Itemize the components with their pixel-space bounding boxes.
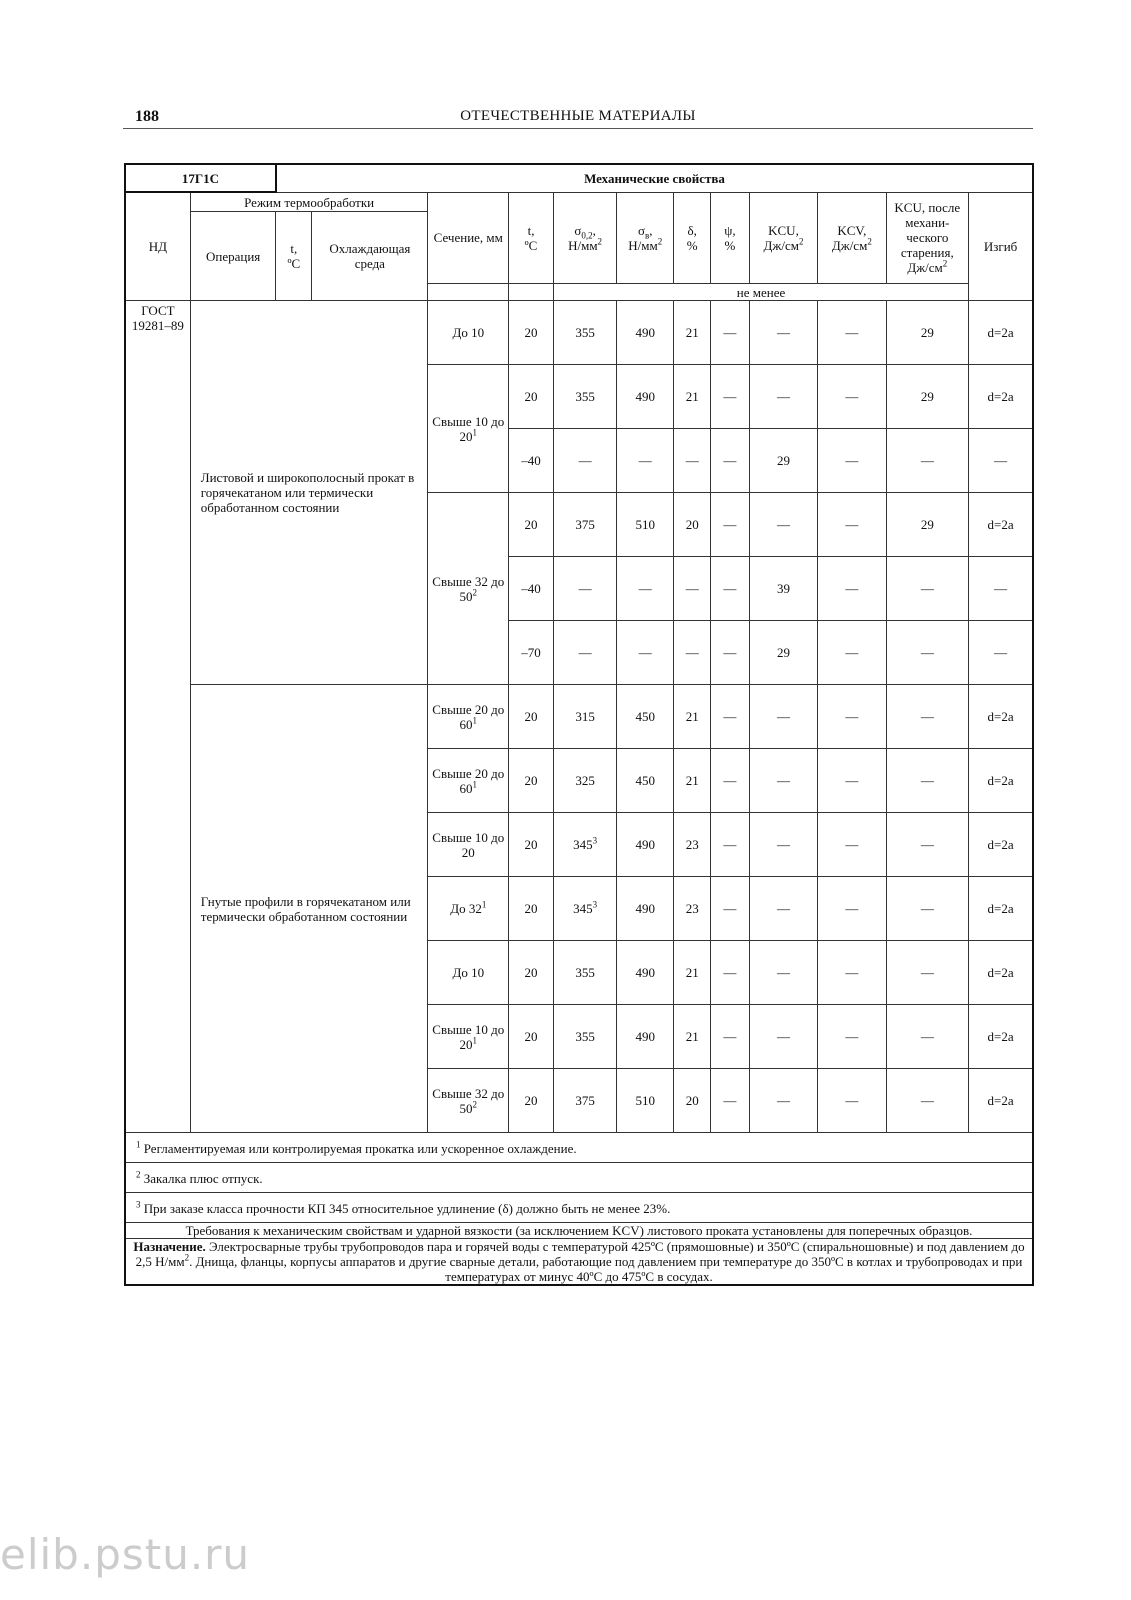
cell-kcu-aged: — [886,429,969,493]
cell-t: –40 [509,429,554,493]
nd-standard: ГОСТ 19281–89 [125,301,190,1133]
table-row [125,685,1033,749]
cell-bend: d=2a [969,301,1033,365]
cell-s02: 315 [553,685,616,749]
cell-t: –70 [509,621,554,685]
operation-sheet-rolled: Листовой и широкополосный прокат в горячекатаном или термически обработанном состоянии [190,301,428,685]
cell-delta: — [674,557,711,621]
watermark: elib.pstu.ru [0,1530,251,1579]
cell-psi: — [711,941,750,1005]
cell-s02: 355 [553,1005,616,1069]
header-heat-mode: Режим термообработки [190,192,428,212]
cell-kcv: — [818,685,886,749]
cell-section: Свыше 20 до $60^1$ [428,749,509,813]
cell-delta: 21 [674,365,711,429]
cell-sb: 490 [617,813,674,877]
cell-section: До 10 [428,941,509,1005]
header-sigma02: $\sigma_{0,2}$, $Н/мм^2$ [553,192,616,284]
cell-delta: 21 [674,941,711,1005]
cell-psi: — [711,1005,750,1069]
cell-kcv: — [818,813,886,877]
cell-kcu: — [749,301,817,365]
cell-t: 20 [509,1069,554,1133]
cell-kcu-aged: 29 [886,365,969,429]
cell-sb: — [617,429,674,493]
cell-delta: 20 [674,493,711,557]
cell-bend: d=2a [969,813,1033,877]
mechanical-properties-table [124,163,1034,1286]
cell-kcu: — [749,813,817,877]
cell-kcu: — [749,685,817,749]
cell-delta: 23 [674,877,711,941]
cell-psi: — [711,685,750,749]
cell-delta: 21 [674,1005,711,1069]
cell-t: 20 [509,813,554,877]
cell-t: 20 [509,749,554,813]
cell-kcu-aged: — [886,813,969,877]
cell-s02: 355 [553,301,616,365]
cell-bend: d=2a [969,941,1033,1005]
cell-sb: 450 [617,685,674,749]
cell-s02: — [553,557,616,621]
cell-psi: — [711,493,750,557]
cell-kcu: 39 [749,557,817,621]
header-section: Сечение, мм [428,192,509,284]
cell-s02: $345^3$ [553,813,616,877]
cell-section: До 10 [428,301,509,365]
footnote-2: $^2$ Закалка плюс отпуск. [125,1163,1033,1193]
cell-kcv: — [818,621,886,685]
cell-sb: 490 [617,941,674,1005]
cell-kcv: — [818,365,886,429]
header-t-blank [509,284,554,301]
cell-bend: d=2a [969,1005,1033,1069]
table-note: Требования к механическим свойствам и ударной вязкости (за исключением KCV) листового проката установлены для поперечных образцов. [125,1223,1033,1239]
page-number: 188 [135,108,159,125]
cell-t: 20 [509,685,554,749]
cell-sb: 490 [617,877,674,941]
header-t-heat: t, ºС [276,212,312,301]
cell-delta: 21 [674,301,711,365]
cell-kcu-aged: — [886,877,969,941]
cell-sb: 510 [617,493,674,557]
cell-bend: — [969,557,1033,621]
cell-kcu: 29 [749,621,817,685]
cell-sb: 490 [617,301,674,365]
cell-psi: — [711,301,750,365]
operation-bent-profiles: Гнутые профили в горячекатаном или термически обработанном состоянии [190,685,428,1133]
header-kcu: KCU, $Дж/см^2$ [749,192,817,284]
cell-sb: — [617,557,674,621]
cell-s02: 355 [553,941,616,1005]
cell-sb: 450 [617,749,674,813]
header-sigmab: $\sigma_в$, $Н/мм^2$ [617,192,674,284]
header-operation: Операция [190,212,276,301]
header-delta: δ, % [674,192,711,284]
header-not-less: не менее [553,284,968,301]
cell-kcu: 29 [749,429,817,493]
cell-kcu-aged: — [886,941,969,1005]
cell-section: Свыше 20 до $60^1$ [428,685,509,749]
cell-kcv: — [818,557,886,621]
cell-section: Свыше 10 до $20^1$ [428,365,509,493]
cell-psi: — [711,621,750,685]
cell-delta: 21 [674,685,711,749]
header-t-test: t, ºС [509,192,554,284]
footnote-3: $^3$ При заказе класса прочности КП 345 относительное удлинение (δ) должно быть не менее 23%. [125,1193,1033,1223]
cell-kcu-aged: — [886,1069,969,1133]
cell-kcu: — [749,941,817,1005]
cell-kcu-aged: 29 [886,493,969,557]
purpose: Назначение. Электросварные трубы трубопроводов пара и горячей воды с температурой 425ºС (прямошовные) и 350ºС (спиральношовные) и под давлением до 2,5 $Н/мм^2$. Днища, фланцы, корпусы аппаратов и другие сварные детали, работающие под давлением при температуре до 350ºС в котлах и трубопроводах и при температурах от минус 40ºС до 475ºС в сосудах. [125,1239,1033,1286]
cell-bend: d=2a [969,685,1033,749]
cell-sb: 490 [617,1005,674,1069]
cell-kcu-aged: — [886,749,969,813]
header-nd: НД [125,192,190,301]
cell-kcu: — [749,1005,817,1069]
cell-kcv: — [818,493,886,557]
cell-psi: — [711,557,750,621]
header-section-blank [428,284,509,301]
cell-kcv: — [818,301,886,365]
cell-s02: 375 [553,1069,616,1133]
cell-kcu: — [749,493,817,557]
cell-delta: 21 [674,749,711,813]
cell-section: Свыше 32 до $50^2$ [428,1069,509,1133]
header-psi: ψ, % [711,192,750,284]
header-bend: Изгиб [969,192,1033,301]
header-kcu-aged: KCU, после механи-ческого старения, $Дж/см^2$ [886,192,969,284]
cell-s02: — [553,621,616,685]
cell-bend: d=2a [969,877,1033,941]
cell-kcv: — [818,1069,886,1133]
cell-kcu: — [749,365,817,429]
cell-kcu-aged: — [886,557,969,621]
cell-psi: — [711,429,750,493]
cell-s02: $345^3$ [553,877,616,941]
cell-t: 20 [509,493,554,557]
cell-psi: — [711,813,750,877]
cell-bend: d=2a [969,365,1033,429]
footnote-1: $^1$ Регламентируемая или контролируемая прокатка или ускоренное охлаждение. [125,1133,1033,1163]
cell-s02: 355 [553,365,616,429]
cell-kcu: — [749,749,817,813]
cell-bend: — [969,621,1033,685]
cell-s02: 325 [553,749,616,813]
cell-kcu-aged: — [886,1005,969,1069]
cell-kcu: — [749,877,817,941]
section-title: Механические свойства [276,164,1033,192]
cell-delta: — [674,621,711,685]
cell-t: 20 [509,941,554,1005]
table-row [125,301,1033,365]
cell-t: –40 [509,557,554,621]
cell-section: Свыше 32 до $50^2$ [428,493,509,685]
cell-bend: d=2a [969,493,1033,557]
cell-section: Свыше 10 до $20^1$ [428,1005,509,1069]
cell-kcu-aged: — [886,685,969,749]
cell-kcv: — [818,429,886,493]
steel-grade: 17Г1С [125,164,276,192]
header-kcv: KCV, $Дж/см^2$ [818,192,886,284]
cell-delta: — [674,429,711,493]
cell-kcu: — [749,1069,817,1133]
cell-section: Свыше 10 до 20 [428,813,509,877]
cell-delta: 23 [674,813,711,877]
cell-kcv: — [818,1005,886,1069]
purpose-label: Назначение. [133,1239,206,1254]
cell-bend: — [969,429,1033,493]
cell-bend: d=2a [969,1069,1033,1133]
cell-kcv: — [818,749,886,813]
cell-kcv: — [818,941,886,1005]
cell-psi: — [711,749,750,813]
cell-kcu-aged: — [886,621,969,685]
cell-psi: — [711,365,750,429]
cell-delta: 20 [674,1069,711,1133]
cell-psi: — [711,877,750,941]
cell-sb: 490 [617,365,674,429]
cell-t: 20 [509,301,554,365]
cell-sb: — [617,621,674,685]
cell-psi: — [711,1069,750,1133]
cell-t: 20 [509,877,554,941]
page-header [123,106,1033,129]
cell-t: 20 [509,365,554,429]
cell-s02: — [553,429,616,493]
cell-sb: 510 [617,1069,674,1133]
cell-bend: d=2a [969,749,1033,813]
cell-t: 20 [509,1005,554,1069]
cell-kcv: — [818,877,886,941]
cell-section: До $32^1$ [428,877,509,941]
header-cooling: Охлаждающая среда [312,212,428,301]
running-title: ОТЕЧЕСТВЕННЫЕ МАТЕРИАЛЫ [460,108,696,124]
cell-kcu-aged: 29 [886,301,969,365]
cell-s02: 375 [553,493,616,557]
